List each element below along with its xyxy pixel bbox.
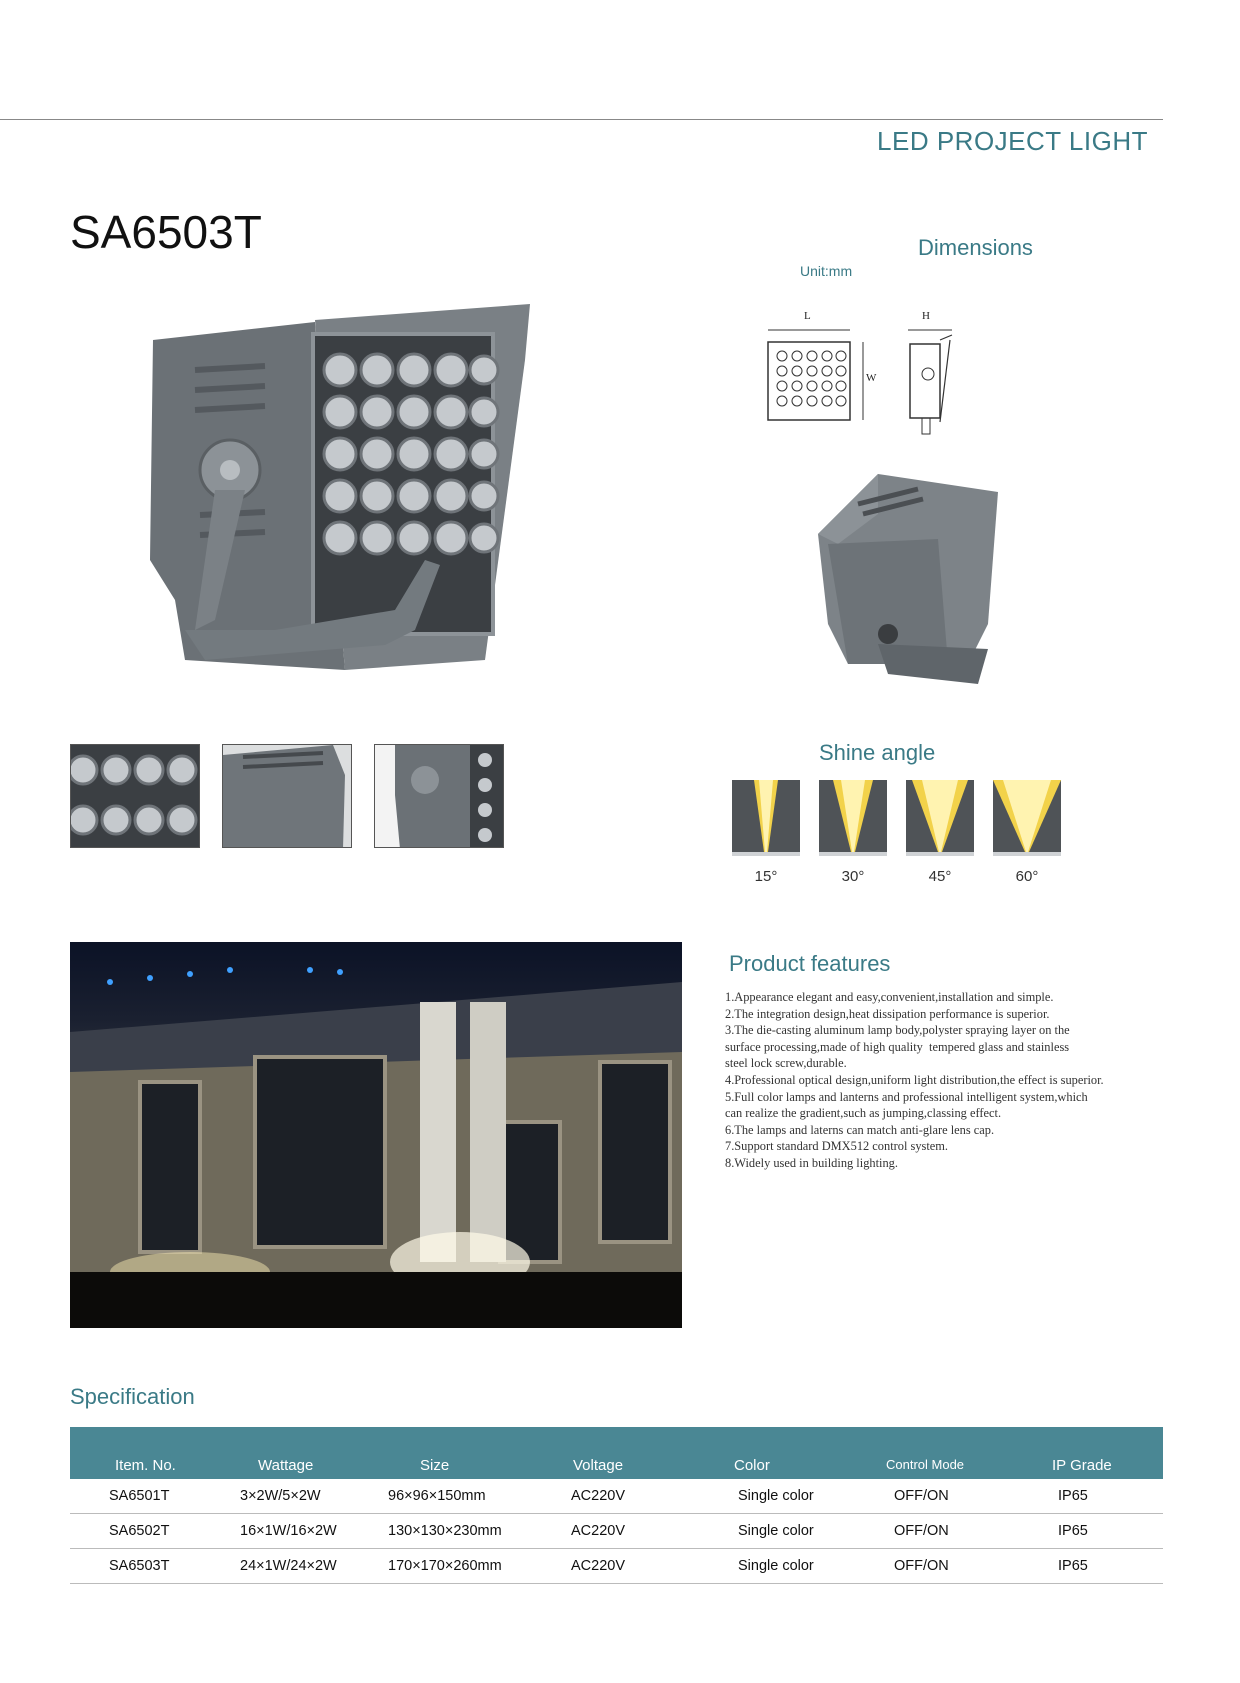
table-row	[70, 1479, 1163, 1514]
cell-color: Single color	[738, 1558, 814, 1574]
product-model: SA6503T	[70, 206, 262, 258]
angle-label: 30°	[841, 868, 865, 885]
main-product-image	[145, 300, 545, 685]
cell-wattage: 24×1W/24×2W	[240, 1558, 337, 1574]
feature-line: 2.The integration design,heat dissipation performance is superior.	[725, 1006, 1050, 1021]
cell-item-no: SA6502T	[109, 1523, 170, 1539]
table-row	[70, 1549, 1163, 1584]
feature-line: 1.Appearance elegant and easy,convenient,installation and simple.	[725, 990, 1054, 1004]
feature-line: 5.Full color lamps and lanterns and professional intelligent system,which	[725, 1089, 1088, 1104]
shine-angle-15	[732, 780, 800, 885]
cell-item-no: SA6501T	[109, 1488, 170, 1504]
cell-item-no: SA6503T	[109, 1558, 170, 1574]
cell-control-mode: OFF/ON	[894, 1523, 949, 1539]
product-back-view-image	[818, 474, 1004, 684]
angle-label: 60°	[1015, 868, 1039, 885]
cell-size: 130×130×230mm	[388, 1523, 502, 1539]
shine-angle-60	[993, 780, 1061, 885]
table-header	[70, 1427, 1163, 1479]
cell-ip-grade: IP65	[1058, 1558, 1088, 1574]
cell-ip-grade: IP65	[1058, 1488, 1088, 1504]
col-header: IP Grade	[1052, 1457, 1112, 1474]
specification-table	[70, 1427, 1163, 1587]
thumbnail-bracket-side	[374, 744, 504, 848]
dimensions-unit: Unit:mm	[800, 263, 853, 279]
col-header: Item. No.	[115, 1457, 176, 1474]
specification-title: Specification	[70, 1384, 195, 1409]
cell-control-mode: OFF/ON	[894, 1558, 949, 1574]
angle-label: 45°	[928, 868, 952, 885]
thumbnail-led-closeup	[70, 744, 200, 848]
dimension-label-l: L	[804, 310, 811, 322]
cell-control-mode: OFF/ON	[894, 1488, 949, 1504]
thumbnail-housing-back	[222, 744, 352, 848]
col-header: Wattage	[258, 1457, 314, 1474]
features-list	[725, 989, 1145, 1172]
feature-line: 8.Widely used in building lighting.	[725, 1155, 898, 1170]
cell-ip-grade: IP65	[1058, 1523, 1088, 1539]
dimensions-title: Dimensions	[918, 235, 1033, 260]
cell-wattage: 16×1W/16×2W	[240, 1523, 337, 1539]
feature-line: 7.Support standard DMX512 control system.	[725, 1139, 949, 1154]
angle-label: 15°	[754, 868, 778, 885]
dimension-label-w: W	[866, 372, 877, 384]
dimension-drawing-front	[760, 310, 880, 430]
shine-angle-30	[819, 780, 887, 885]
shine-angle-row	[732, 780, 1061, 885]
col-header: Control Mode	[886, 1457, 965, 1472]
cell-size: 170×170×260mm	[388, 1558, 502, 1574]
category-title: LED PROJECT LIGHT	[877, 126, 1148, 156]
feature-line: surface processing,made of high quality tempered glass and stainless	[725, 1039, 1070, 1054]
dimension-label-h: H	[922, 310, 930, 322]
shine-angle-title: Shine angle	[819, 740, 936, 765]
col-header: Color	[734, 1457, 770, 1474]
features-title: Product features	[729, 951, 891, 976]
cell-color: Single color	[738, 1523, 814, 1539]
feature-line: 6.The lamps and laterns can match anti-glare lens cap.	[725, 1122, 995, 1137]
shine-angle-45	[906, 780, 974, 885]
table-row	[70, 1514, 1163, 1549]
feature-line: can realize the gradient,such as jumping,classing effect.	[725, 1106, 1002, 1121]
feature-line: 4.Professional optical design,uniform light distribution,the effect is superior.	[725, 1072, 1104, 1087]
cell-color: Single color	[738, 1488, 814, 1504]
dimension-drawing-side	[904, 310, 964, 435]
feature-line: steel lock screw,durable.	[725, 1056, 847, 1071]
col-header: Size	[420, 1457, 450, 1474]
col-header: Voltage	[573, 1457, 624, 1474]
feature-line: 3.The die-casting aluminum lamp body,polyster spraying layer on the	[725, 1023, 1070, 1038]
cell-voltage: AC220V	[571, 1488, 626, 1504]
application-scene-image	[70, 942, 682, 1328]
cell-wattage: 3×2W/5×2W	[240, 1488, 321, 1504]
cell-voltage: AC220V	[571, 1523, 626, 1539]
cell-voltage: AC220V	[571, 1558, 626, 1574]
cell-size: 96×96×150mm	[388, 1488, 486, 1504]
header-rule	[0, 119, 1163, 120]
